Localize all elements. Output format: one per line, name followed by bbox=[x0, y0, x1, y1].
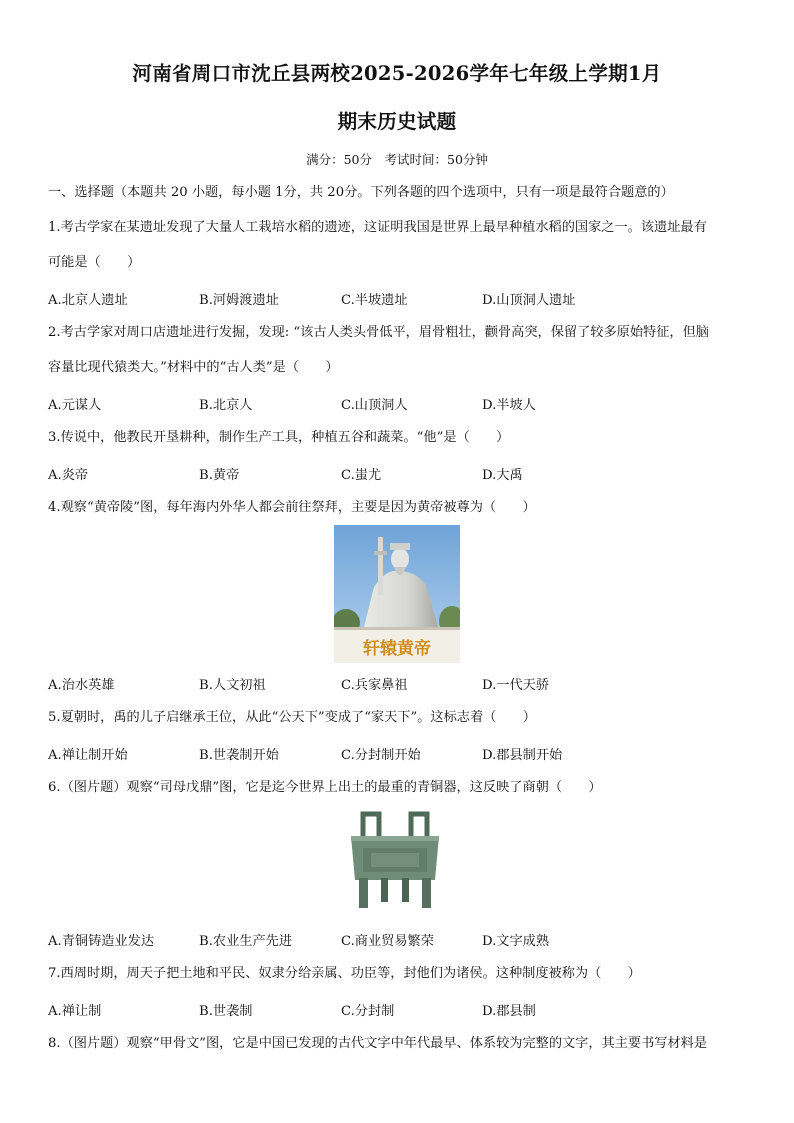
question-4-options bbox=[48, 674, 748, 692]
question-7-options bbox=[48, 1000, 748, 1018]
option-c[interactable]: C.分封制 bbox=[341, 1004, 395, 1019]
question-5-options bbox=[48, 744, 748, 762]
option-a[interactable]: A.禅让制开始 bbox=[48, 748, 128, 763]
question-4-line-1: 4.观察“黄帝陵”图，每年海内外华人都会前往祭拜，主要是因为黄帝被尊为（ ） bbox=[48, 500, 536, 515]
option-a[interactable]: A.北京人遗址 bbox=[48, 293, 128, 308]
section-heading: 一、选择题（本题共 20 小题，每小题 1分，共 20分。下列各题的四个选项中，只有一项是最符合题意的） bbox=[48, 185, 674, 200]
question-8-line-1: 8.（图片题）观察“甲骨文”图，它是中国已发现的古代文字中年代最早、体系较为完整的文字，其主要书写材料是 bbox=[48, 1036, 708, 1051]
exam-meta: 满分：50分 考试时间：50分钟 bbox=[306, 152, 488, 167]
question-3-line-1: 3.传说中，他教民开垦耕种，制作生产工具，种植五谷和蔬菜。“他”是（ ） bbox=[48, 430, 510, 445]
option-d[interactable]: D.山顶洞人遗址 bbox=[482, 293, 576, 308]
option-c[interactable]: C.商业贸易繁荣 bbox=[341, 934, 434, 949]
option-d[interactable]: D.郡县制开始 bbox=[482, 748, 563, 763]
huangdi-statue-image bbox=[334, 525, 460, 663]
option-c[interactable]: C.山顶洞人 bbox=[341, 398, 408, 413]
option-a[interactable]: A.炎帝 bbox=[48, 468, 89, 483]
option-d[interactable]: D.一代天骄 bbox=[482, 678, 550, 693]
option-b[interactable]: B.河姆渡遗址 bbox=[199, 293, 279, 308]
option-a[interactable]: A.治水英雄 bbox=[48, 678, 115, 693]
question-2-options bbox=[48, 394, 748, 412]
option-d[interactable]: D.大禹 bbox=[482, 468, 523, 483]
option-a[interactable]: A.元谋人 bbox=[48, 398, 102, 413]
option-b[interactable]: B.人文初祖 bbox=[199, 678, 266, 693]
question-2-line-2: 容量比现代猿类大。”材料中的“古人类”是（ ） bbox=[48, 360, 339, 375]
question-1-line-1: 1.考古学家在某遗址发现了大量人工栽培水稻的遗迹，这证明我国是世界上最早种植水稻的国家之一。该遗址最有 bbox=[48, 220, 707, 235]
option-c[interactable]: C.蚩尤 bbox=[341, 468, 382, 483]
option-a[interactable]: A.禅让制 bbox=[48, 1004, 102, 1019]
question-1-options bbox=[48, 289, 748, 307]
option-b[interactable]: B.黄帝 bbox=[199, 468, 240, 483]
option-a[interactable]: A.青铜铸造业发达 bbox=[48, 934, 155, 949]
simuwu-ding-image bbox=[345, 808, 445, 912]
option-b[interactable]: B.世袭制开始 bbox=[199, 748, 279, 763]
option-c[interactable]: C.半坡遗址 bbox=[341, 293, 408, 308]
question-6-line-1: 6.（图片题）观察“司母戊鼎”图，它是迄今世界上出土的最重的青铜器，这反映了商朝（ ） bbox=[48, 780, 602, 795]
option-b[interactable]: B.世袭制 bbox=[199, 1004, 253, 1019]
option-b[interactable]: B.农业生产先进 bbox=[199, 934, 293, 949]
option-d[interactable]: D.郡县制 bbox=[482, 1004, 536, 1019]
question-2-line-1: 2.考古学家对周口店遗址进行发掘，发现: “该古人类头骨低平，眉骨粗壮，颧骨高突，保留了较多原始特征，但脑 bbox=[48, 325, 709, 340]
option-d[interactable]: D.半坡人 bbox=[482, 398, 536, 413]
question-3-options bbox=[48, 464, 748, 482]
question-7-line-1: 7.西周时期，周天子把土地和平民、奴隶分给亲属、功臣等，封他们为诸侯。这种制度被称为（ ） bbox=[48, 966, 641, 981]
option-c[interactable]: C.兵家鼻祖 bbox=[341, 678, 408, 693]
question-6-options bbox=[48, 930, 748, 948]
option-c[interactable]: C.分封制开始 bbox=[341, 748, 421, 763]
exam-title-line2: 期末历史试题 bbox=[337, 110, 457, 133]
question-5-line-1: 5.夏朝时，禹的儿子启继承王位，从此“公天下”变成了“家天下”。这标志着（ ） bbox=[48, 710, 536, 725]
option-b[interactable]: B.北京人 bbox=[199, 398, 253, 413]
question-1-line-2: 可能是（ ） bbox=[48, 255, 141, 270]
exam-title-line1: 河南省周口市沈丘县两校2025-2026学年七年级上学期1月 bbox=[132, 62, 662, 85]
option-d[interactable]: D.文字成熟 bbox=[482, 934, 550, 949]
statue-caption: 轩辕黄帝 bbox=[363, 639, 431, 659]
